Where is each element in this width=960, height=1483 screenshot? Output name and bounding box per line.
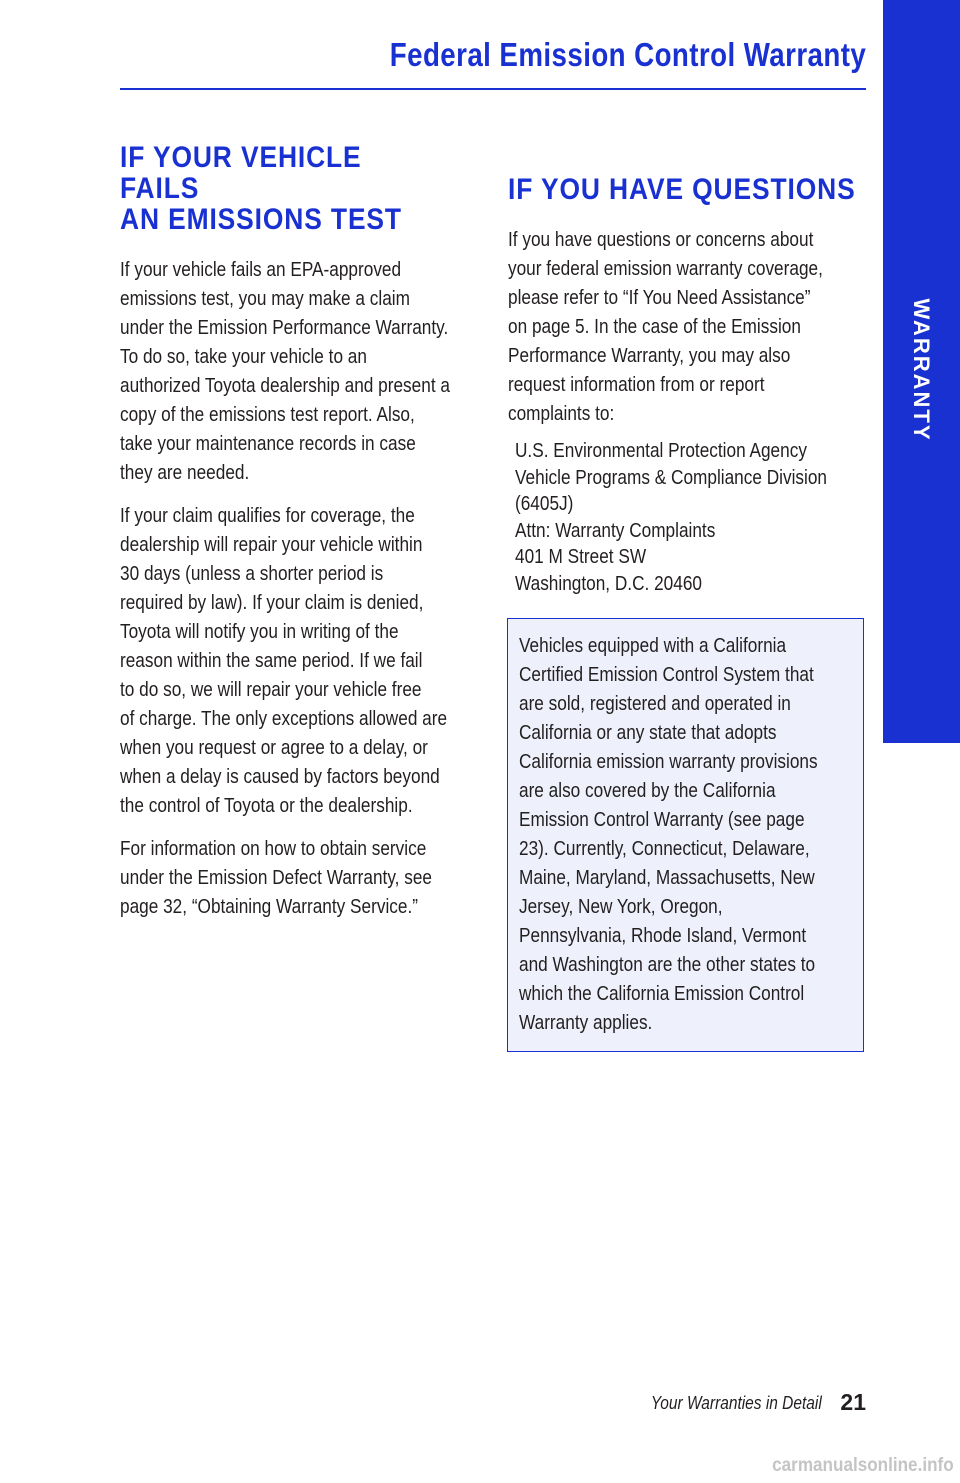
watermark: carmanualsonline.info [772, 1455, 954, 1476]
left-column [120, 142, 480, 935]
right-column [508, 174, 868, 597]
title-divider [120, 88, 866, 90]
page-number: 21 [840, 1389, 866, 1415]
body-paragraph: For information on how to obtain service under the Emission Defect Warranty, see page 32, “Obtaining Warranty Service.” [120, 837, 433, 918]
body-paragraph: If your claim qualifies for coverage, the dealership will repair your vehicle within 30 days (unless a shorter period is required by law). If your claim is denied, Toyota will notify you in writing of the reason within the same period. If we fail to do so, we will repair your vehicle free of charge. The only exceptions allowed are when you request or agree to a delay, or when a delay is caused by factors beyond the control of Toyota or the dealership. [120, 504, 448, 817]
page-title: Federal Emission Control Warranty [389, 36, 866, 73]
body-paragraph: If your vehicle fails an EPA-approved emissions test, you may make a claim under the Emission Performance Warranty. To do so, take your vehicle to an authorized Toyota dealership and present a copy of the emissions test report. Also, take your maintenance records in case they are needed. [120, 258, 450, 484]
body-paragraph: If you have questions or concerns about your federal emission warranty coverage, please refer to “If You Need Assistance” on page 5. In the case of the Emission Performance Warranty, you may also request information from or report complaints to: [508, 228, 823, 425]
callout-text: Vehicles equipped with a California Certified Emission Control System that are sold, registered and operated in California or any state that adopts California emission warranty provisions are also covered by the California Emission Control Warranty (see page 23). Currently, Connecticut, Delaware, Maine, Maryland, Massachusetts, New Jersey, New York, Oregon, Pennsylvania, Rhode Island, Vermont and Washington are the other states to which the California Emission Control Warranty applies. [519, 634, 818, 1034]
epa-address: U.S. Environmental Protection Agency Vehicle Programs & Compliance Division (6405J) Attn: Warranty Complaints 401 M Street SW Washington, D.C. 20460 [515, 439, 828, 595]
california-callout-box [507, 618, 864, 1052]
fails-emissions-heading: IF YOUR VEHICLE FAILS AN EMISSIONS TEST [120, 141, 402, 236]
questions-heading: IF YOU HAVE QUESTIONS [508, 173, 856, 206]
footer-caption: Your Warranties in Detail [651, 1393, 822, 1413]
side-tab-label: WARRANTY [909, 298, 934, 442]
